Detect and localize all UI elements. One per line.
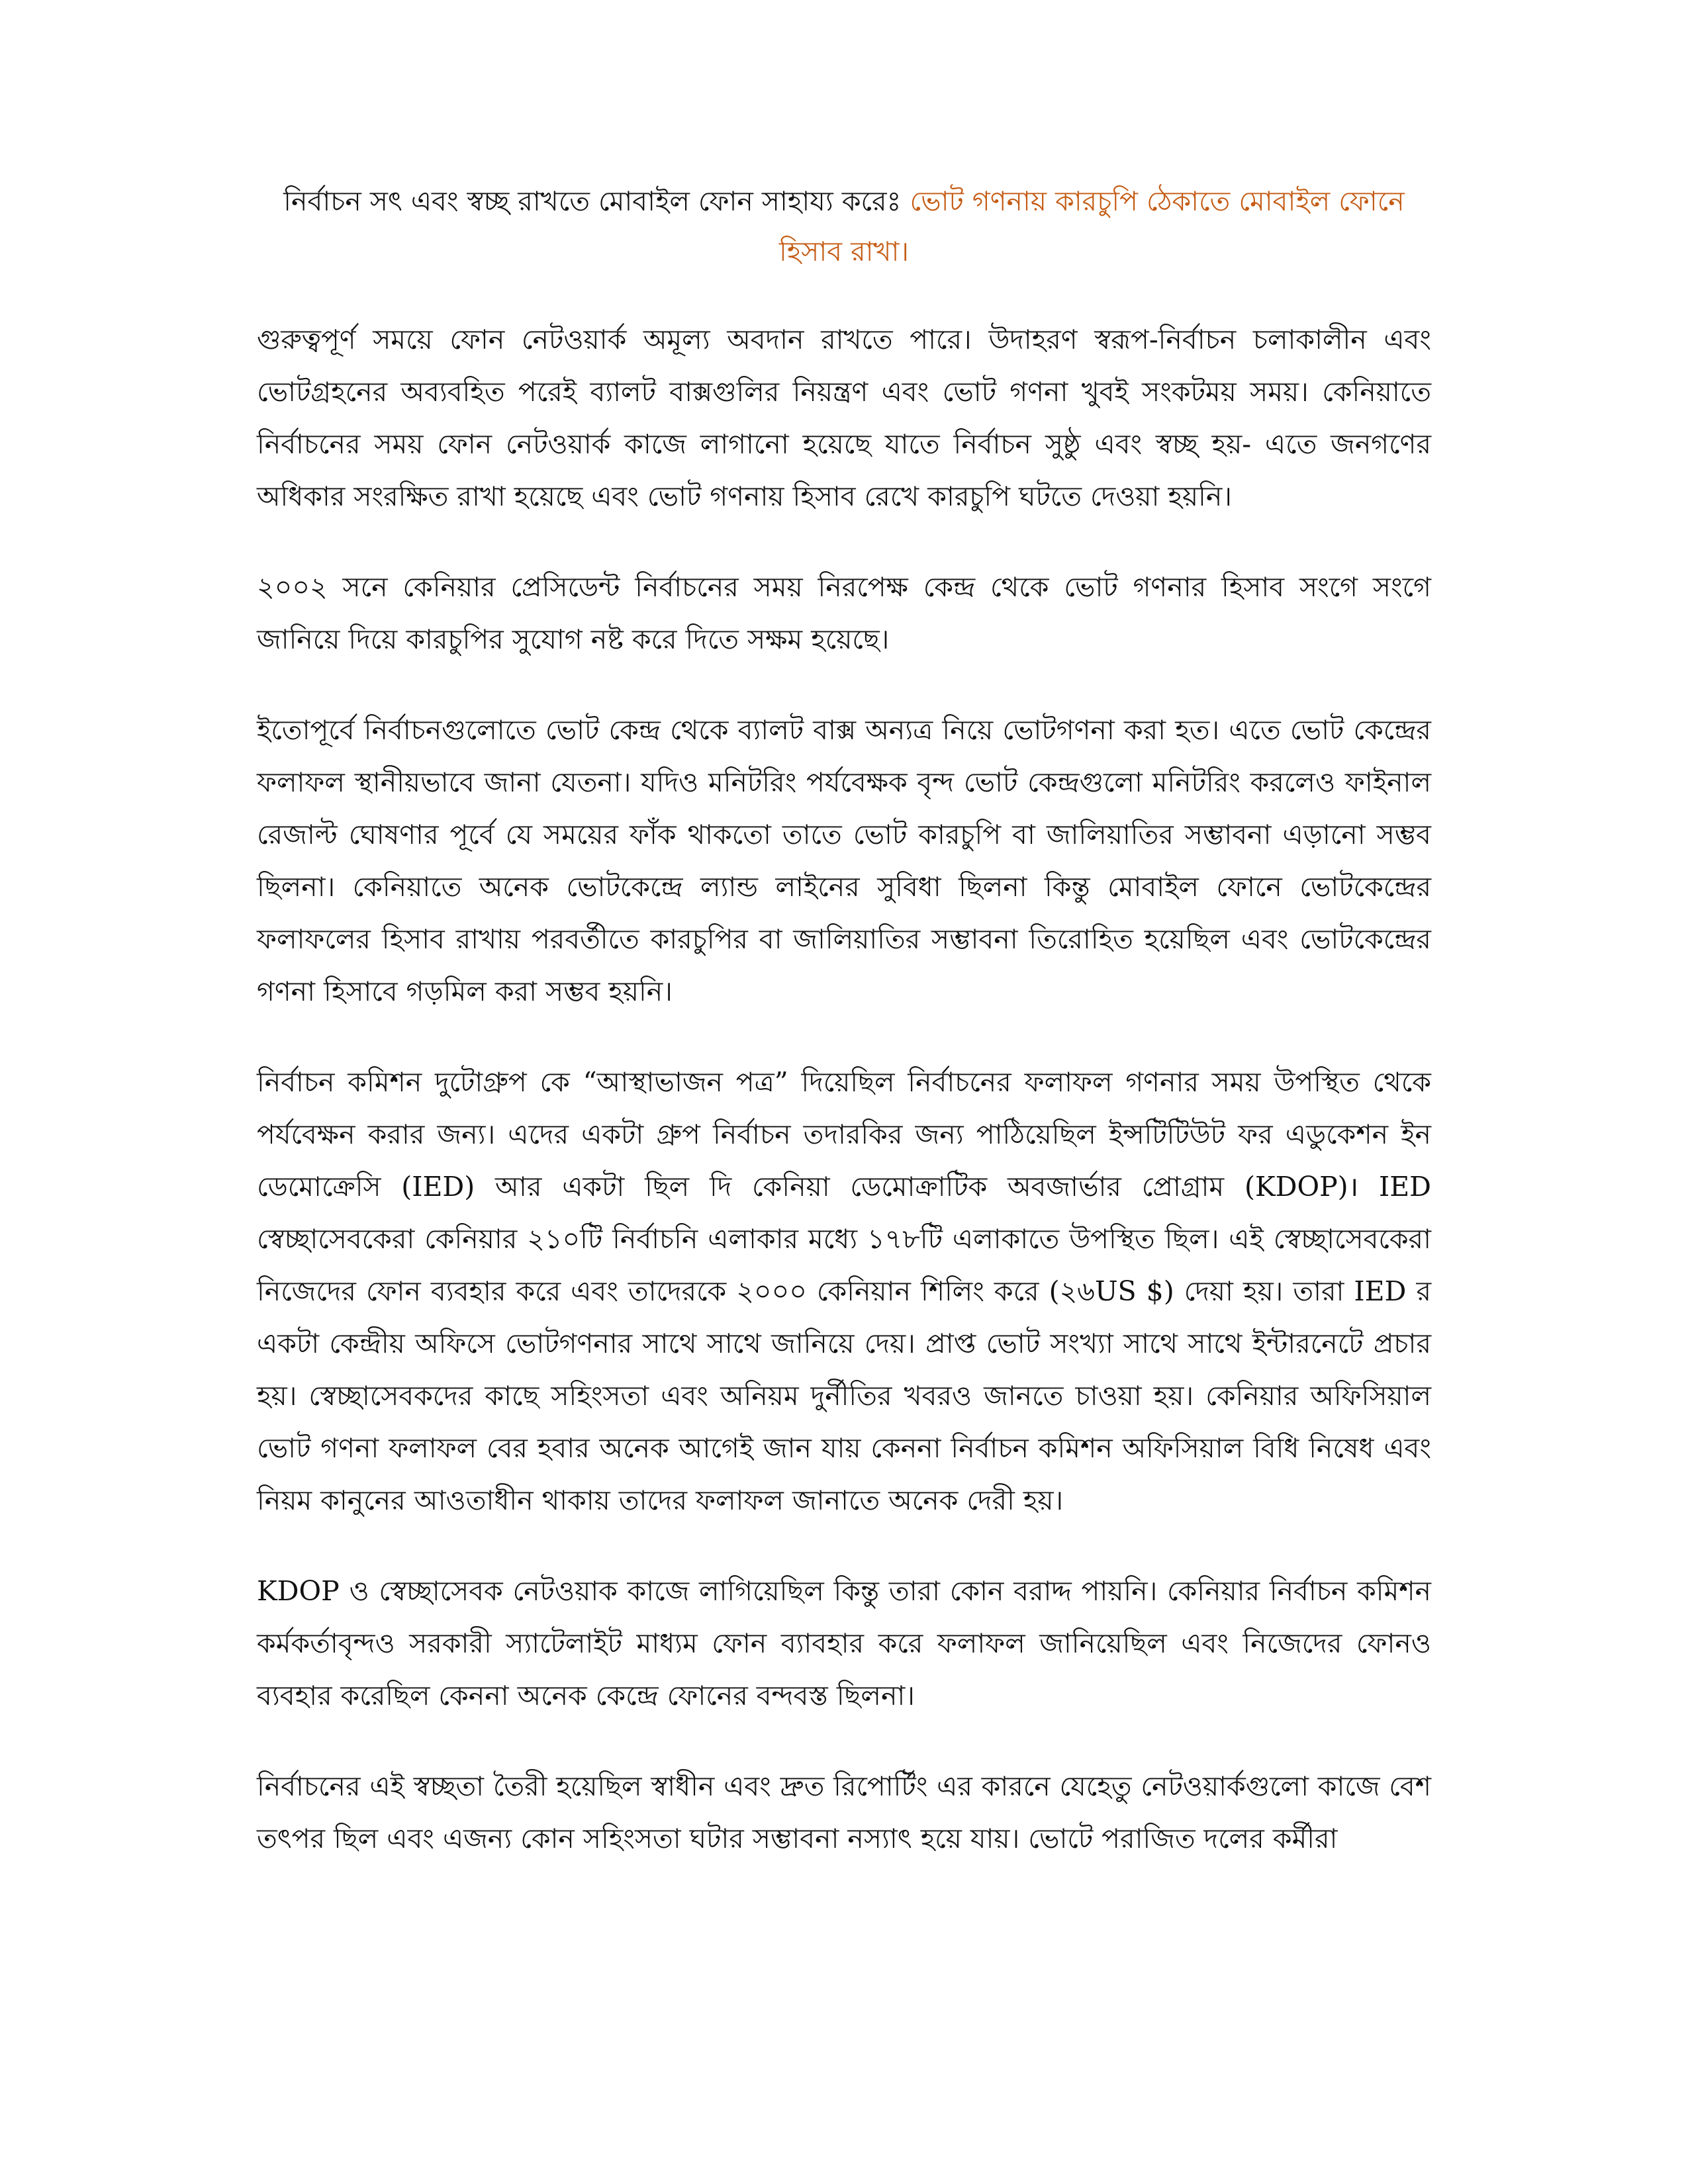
title-highlight: ভোট গণনায় কারচুপি ঠেকাতে মোবাইল ফোনে হিসাব রাখা।: [778, 185, 1405, 267]
paragraph-3: ইতোপূর্বে নির্বাচনগুলোতে ভোট কেন্দ্র থেকে ব্যালট বাক্স অন্যত্র নিয়ে ভোটগণনা করা হত। এতে ভোট কেন্দ্রের ফলাফল স্থানীয়ভাবে জানা যেতনা। যদিও মনিটরিং পর্যবেক্ষক বৃন্দ ভোট কেন্দ্রগুলো মনিটরিং করলেও ফাইনাল রেজাল্ট ঘোষণার পূর্বে যে সময়ের ফাঁক থাকতো তাতে ভোট কারচুপি বা জালিয়াতির সম্ভাবনা এড়ানো সম্ভব ছিলনা। কেনিয়াতে অনেক ভোটকেন্দ্রে ল্যান্ড লাইনের সুবিধা ছিলনা কিন্তু মোবাইল ফোনে ভোটকেন্দ্রের ফলাফলের হিসাব রাখায় পরবর্তীতে কারচুপির বা জালিয়াতির সম্ভাবনা তিরোহিত হয়েছিল এবং ভোটকেন্দ্রের গণনা হিসাবে গড়মিল করা সম্ভব হয়নি।: [257, 714, 1431, 1007]
spacer: [257, 666, 1431, 704]
spacer: [257, 277, 1431, 314]
paragraph-1: গুরুত্বপূর্ণ সময়ে ফোন নেটওয়ার্ক অমূল্য অবদান রাখতে পারে। উদাহরণ স্বরূপ-নির্বাচন চলাকালীন এবং ভোটগ্রহনের অব্যবহিত পরেই ব্যালট বাক্সগুলির নিয়ন্ত্রণ এবং ভোট গণনা খুবই সংকটময় সময়। কেনিয়াতে নির্বাচনের সময় ফোন নেটওয়ার্ক কাজে লাগানো হয়েছে যাতে নির্বাচন সুষ্ঠু এবং স্বচ্ছ হয়- এতে জনগণের অধিকার সংরক্ষিত রাখা হয়েছে এবং ভোট গণনায় হিসাব রেখে কারচুপি ঘটতে দেওয়া হয়নি।: [257, 324, 1432, 512]
paragraph-2: ২০০২ সনে কেনিয়ার প্রেসিডেন্ট নির্বাচনের সময় নিরপেক্ষ কেন্দ্র থেকে ভোট গণনার হিসাব সংগে সংগে জানিয়ে দিয়ে কারচুপির সুযোগ নষ্ট করে দিতে সক্ষম হয়েছে।: [257, 571, 1431, 655]
spacer: [257, 1018, 1431, 1056]
spacer: [257, 523, 1431, 561]
document-title: [257, 176, 1431, 277]
paragraph-4: নির্বাচন কমিশন দুটোগ্রুপ কে “আস্থাভাজন পত্র” দিয়েছিল নির্বাচনের ফলাফল গণনার সময় উপস্থিত থেকে পর্যবেক্ষন করার জন্য। এদের একটা গ্রুপ নির্বাচন তদারকির জন্য পাঠিয়েছিল ইন্সটিটিউট ফর এডুকেশন ইন ডেমোক্রেসি (IED) আর একটা ছিল দি কেনিয়া ডেমোক্রাটিক অবজার্ভার প্রোগ্রাম (KDOP)। IED স্বেচ্ছাসেবকেরা কেনিয়ার ২১০টি নির্বাচনি এলাকার মধ্যে ১৭৮টি এলাকাতে উপস্থিত ছিল। এই স্বেচ্ছাসেবকেরা নিজেদের ফোন ব্যবহার করে এবং তাদেরকে ২০০০ কেনিয়ান শিলিং করে (২৬US $) দেয়া হয়। তারা IED র একটা কেন্দ্রীয় অফিসে ভোটগণনার সাথে সাথে জানিয়ে দেয়। প্রাপ্ত ভোট সংখ্যা সাথে সাথে ইন্টারনেটে প্রচার হয়। স্বেচ্ছাসেবকদের কাছে সহিংসতা এবং অনিয়ম দুর্নীতির খবরও জানতে চাওয়া হয়। কেনিয়ার অফিসিয়াল ভোট গণনা ফলাফল বের হবার অনেক আগেই জান যায় কেননা নির্বাচন কমিশন অফিসিয়াল বিধি নিষেধ এবং নিয়ম কানুনের আওতাধীন থাকায় তাদের ফলাফল জানাতে অনেক দেরী হয়।: [257, 1066, 1431, 1516]
title-lead: নির্বাচন সৎ এবং স্বচ্ছ রাখতে মোবাইল ফোন সাহায্য করেঃ: [283, 185, 910, 217]
spacer: [257, 1527, 1431, 1565]
paragraph-6: নির্বাচনের এই স্বচ্ছতা তৈরী হয়েছিল স্বাধীন এবং দ্রুত রিপোর্টিং এর কারনে যেহেতু নেটওয়ার্কগুলো কাজে বেশ তৎপর ছিল এবং এজন্য কোন সহিংসতা ঘটার সম্ভাবনা নস্যাৎ হয়ে যায়। ভোটে পরাজিত দলের কর্মীরা: [257, 1770, 1431, 1854]
document-body: [257, 176, 1431, 1865]
paragraph-5: KDOP ও স্বেচ্ছাসেবক নেটওয়াক কাজে লাগিয়েছিল কিন্তু তারা কোন বরাদ্দ পায়নি। কেনিয়ার নির্বাচন কমিশন কর্মকর্তাবৃন্দও সরকারী স্যাটেলাইট মাধ্যম ফোন ব্যাবহার করে ফলাফল জানিয়েছিল এবং নিজেদের ফোনও ব্যবহার করেছিল কেননা অনেক কেন্দ্রে ফোনের বন্দবস্ত ছিলনা।: [257, 1575, 1431, 1711]
spacer: [257, 1722, 1431, 1760]
